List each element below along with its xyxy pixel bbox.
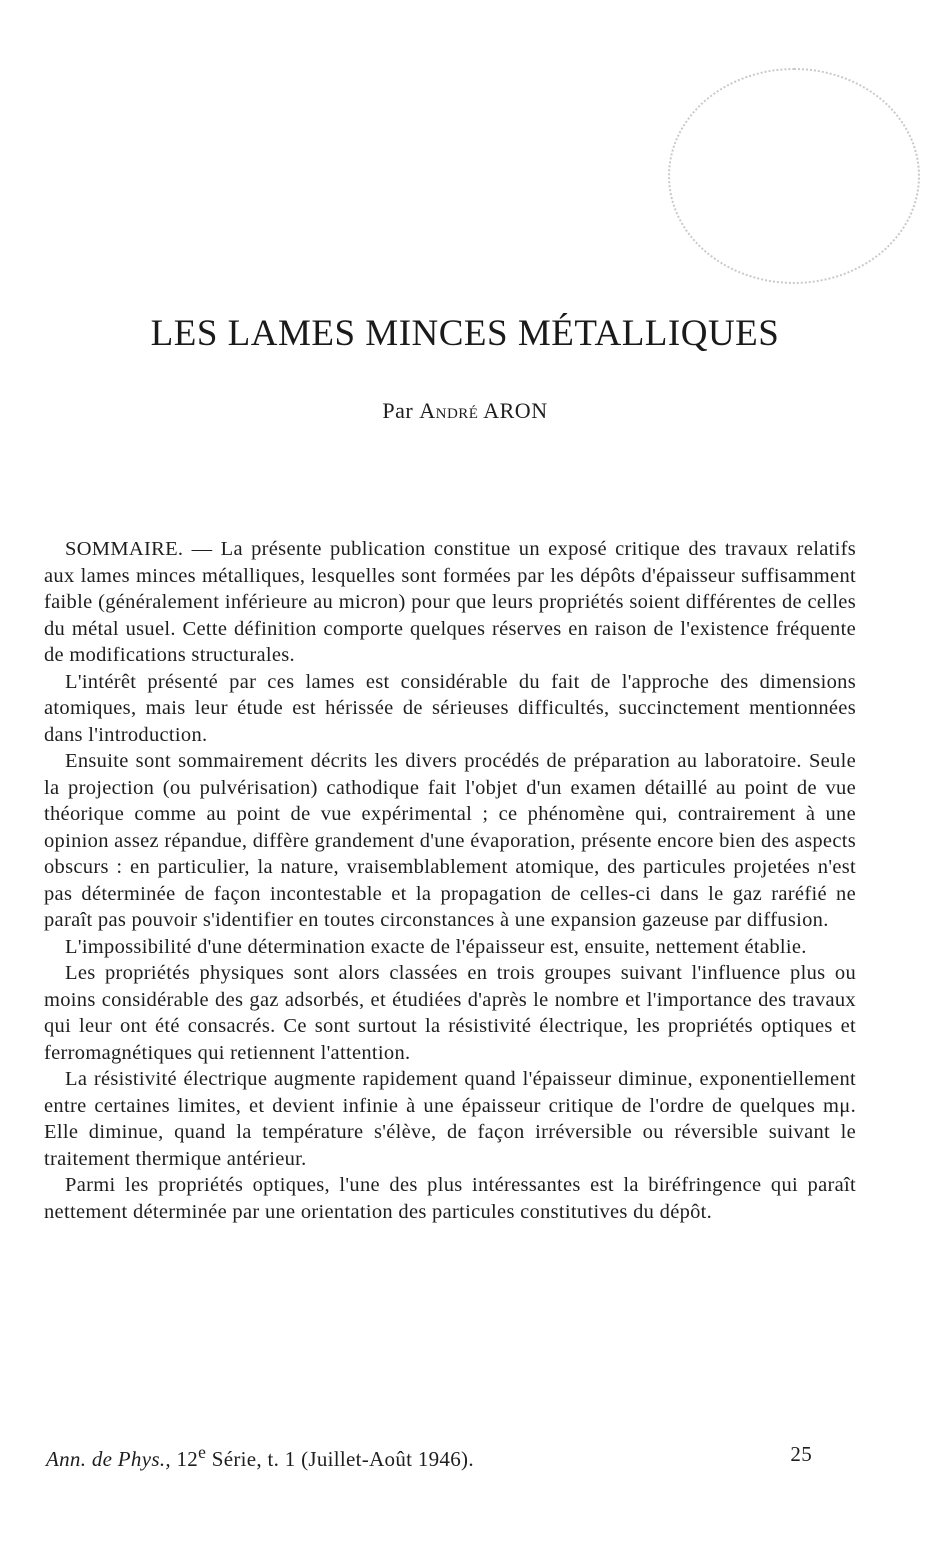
byline xyxy=(0,398,930,424)
abstract-paragraph: Parmi les propriétés optiques, l'une des plus intéressantes est la biréfringence qui paraît nettement déterminée par une orientation des particules constitutives du dépôt. xyxy=(44,1174,856,1223)
library-stamp xyxy=(668,68,920,284)
author-first-name: André xyxy=(419,398,479,423)
abstract-heading: SOMMAIRE. — xyxy=(65,538,213,560)
page-footer xyxy=(46,1442,812,1472)
abstract-paragraph: Les propriétés physiques sont alors classées en trois groupes suivant l'influence plus ou moins considérable des gaz adsorbés, et étudiées d'après le nombre et l'importance des travaux qui leur ont été consacrés. Ce sont surtout la résistivité électrique, les propriétés optiques et ferromagnétiques qui retiennent l'attention. xyxy=(44,962,856,1064)
author-last-name: ARON xyxy=(483,398,548,423)
journal-citation xyxy=(46,1442,474,1472)
abstract-paragraph xyxy=(44,536,856,669)
page-number: 25 xyxy=(790,1442,812,1466)
citation-details: Série, t. 1 (Juillet-Août 1946). xyxy=(211,1447,474,1471)
abstract-paragraph: La résistivité électrique augmente rapidement quand l'épaisseur diminue, exponentiellement entre certaines limites, et devient infinie à une épaisseur critique de l'ordre de quelques mμ. Elle diminue, quand la température s'élève, de façon irréversible ou réversible suivant le traitement thermique antérieur. xyxy=(44,1068,856,1170)
paper-title: LES LAMES MINCES MÉTALLIQUES xyxy=(150,313,780,354)
abstract-paragraph: L'impossibilité d'une détermination exacte de l'épaisseur est, ensuite, nettement établie. xyxy=(65,935,807,958)
abstract-paragraph-text: La présente publication constitue un exposé critique des travaux relatifs aux lames minces métalliques, lesquelles sont formées par les dépôts d'épaisseur suffisamment faible (généralement inférieure au micron) pour que leurs propriétés soient différentes de celles du métal usuel. Cette définition comporte quelques réserves en raison de l'existence fréquente de modifications structurales. xyxy=(44,538,857,666)
series-suffix: e xyxy=(198,1442,207,1462)
abstract-paragraph: Ensuite sont sommairement décrits les divers procédés de préparation au laboratoire. Seule la projection (ou pulvérisation) cathodique fait l'objet d'un examen détaillé au point de vue théorique comme au point de vue expérimental ; ce phénomène qui, contrairement à une opinion assez répandue, diffère grandement d'une évaporation, présente encore bien des aspects obscurs : en particulier, la nature, vraisemblablement atomique, des particules projetées n'est pas déterminée de façon incontestable et la propagation de celles-ci dans le gaz raréfié ne paraît pas pouvoir s'identifier en toutes circonstances à une expansion gazeuse par diffusion. xyxy=(44,750,856,931)
series-number: 12 xyxy=(176,1447,199,1471)
journal-name: Ann. de Phys., xyxy=(46,1447,171,1471)
byline-prefix: Par xyxy=(382,398,414,423)
abstract xyxy=(44,536,856,1225)
abstract-paragraph: L'intérêt présenté par ces lames est considérable du fait de l'approche des dimensions atomiques, mais leur étude est hérissée de sérieuses difficultés, succinctement mentionnées dans l'introduction. xyxy=(44,670,856,746)
